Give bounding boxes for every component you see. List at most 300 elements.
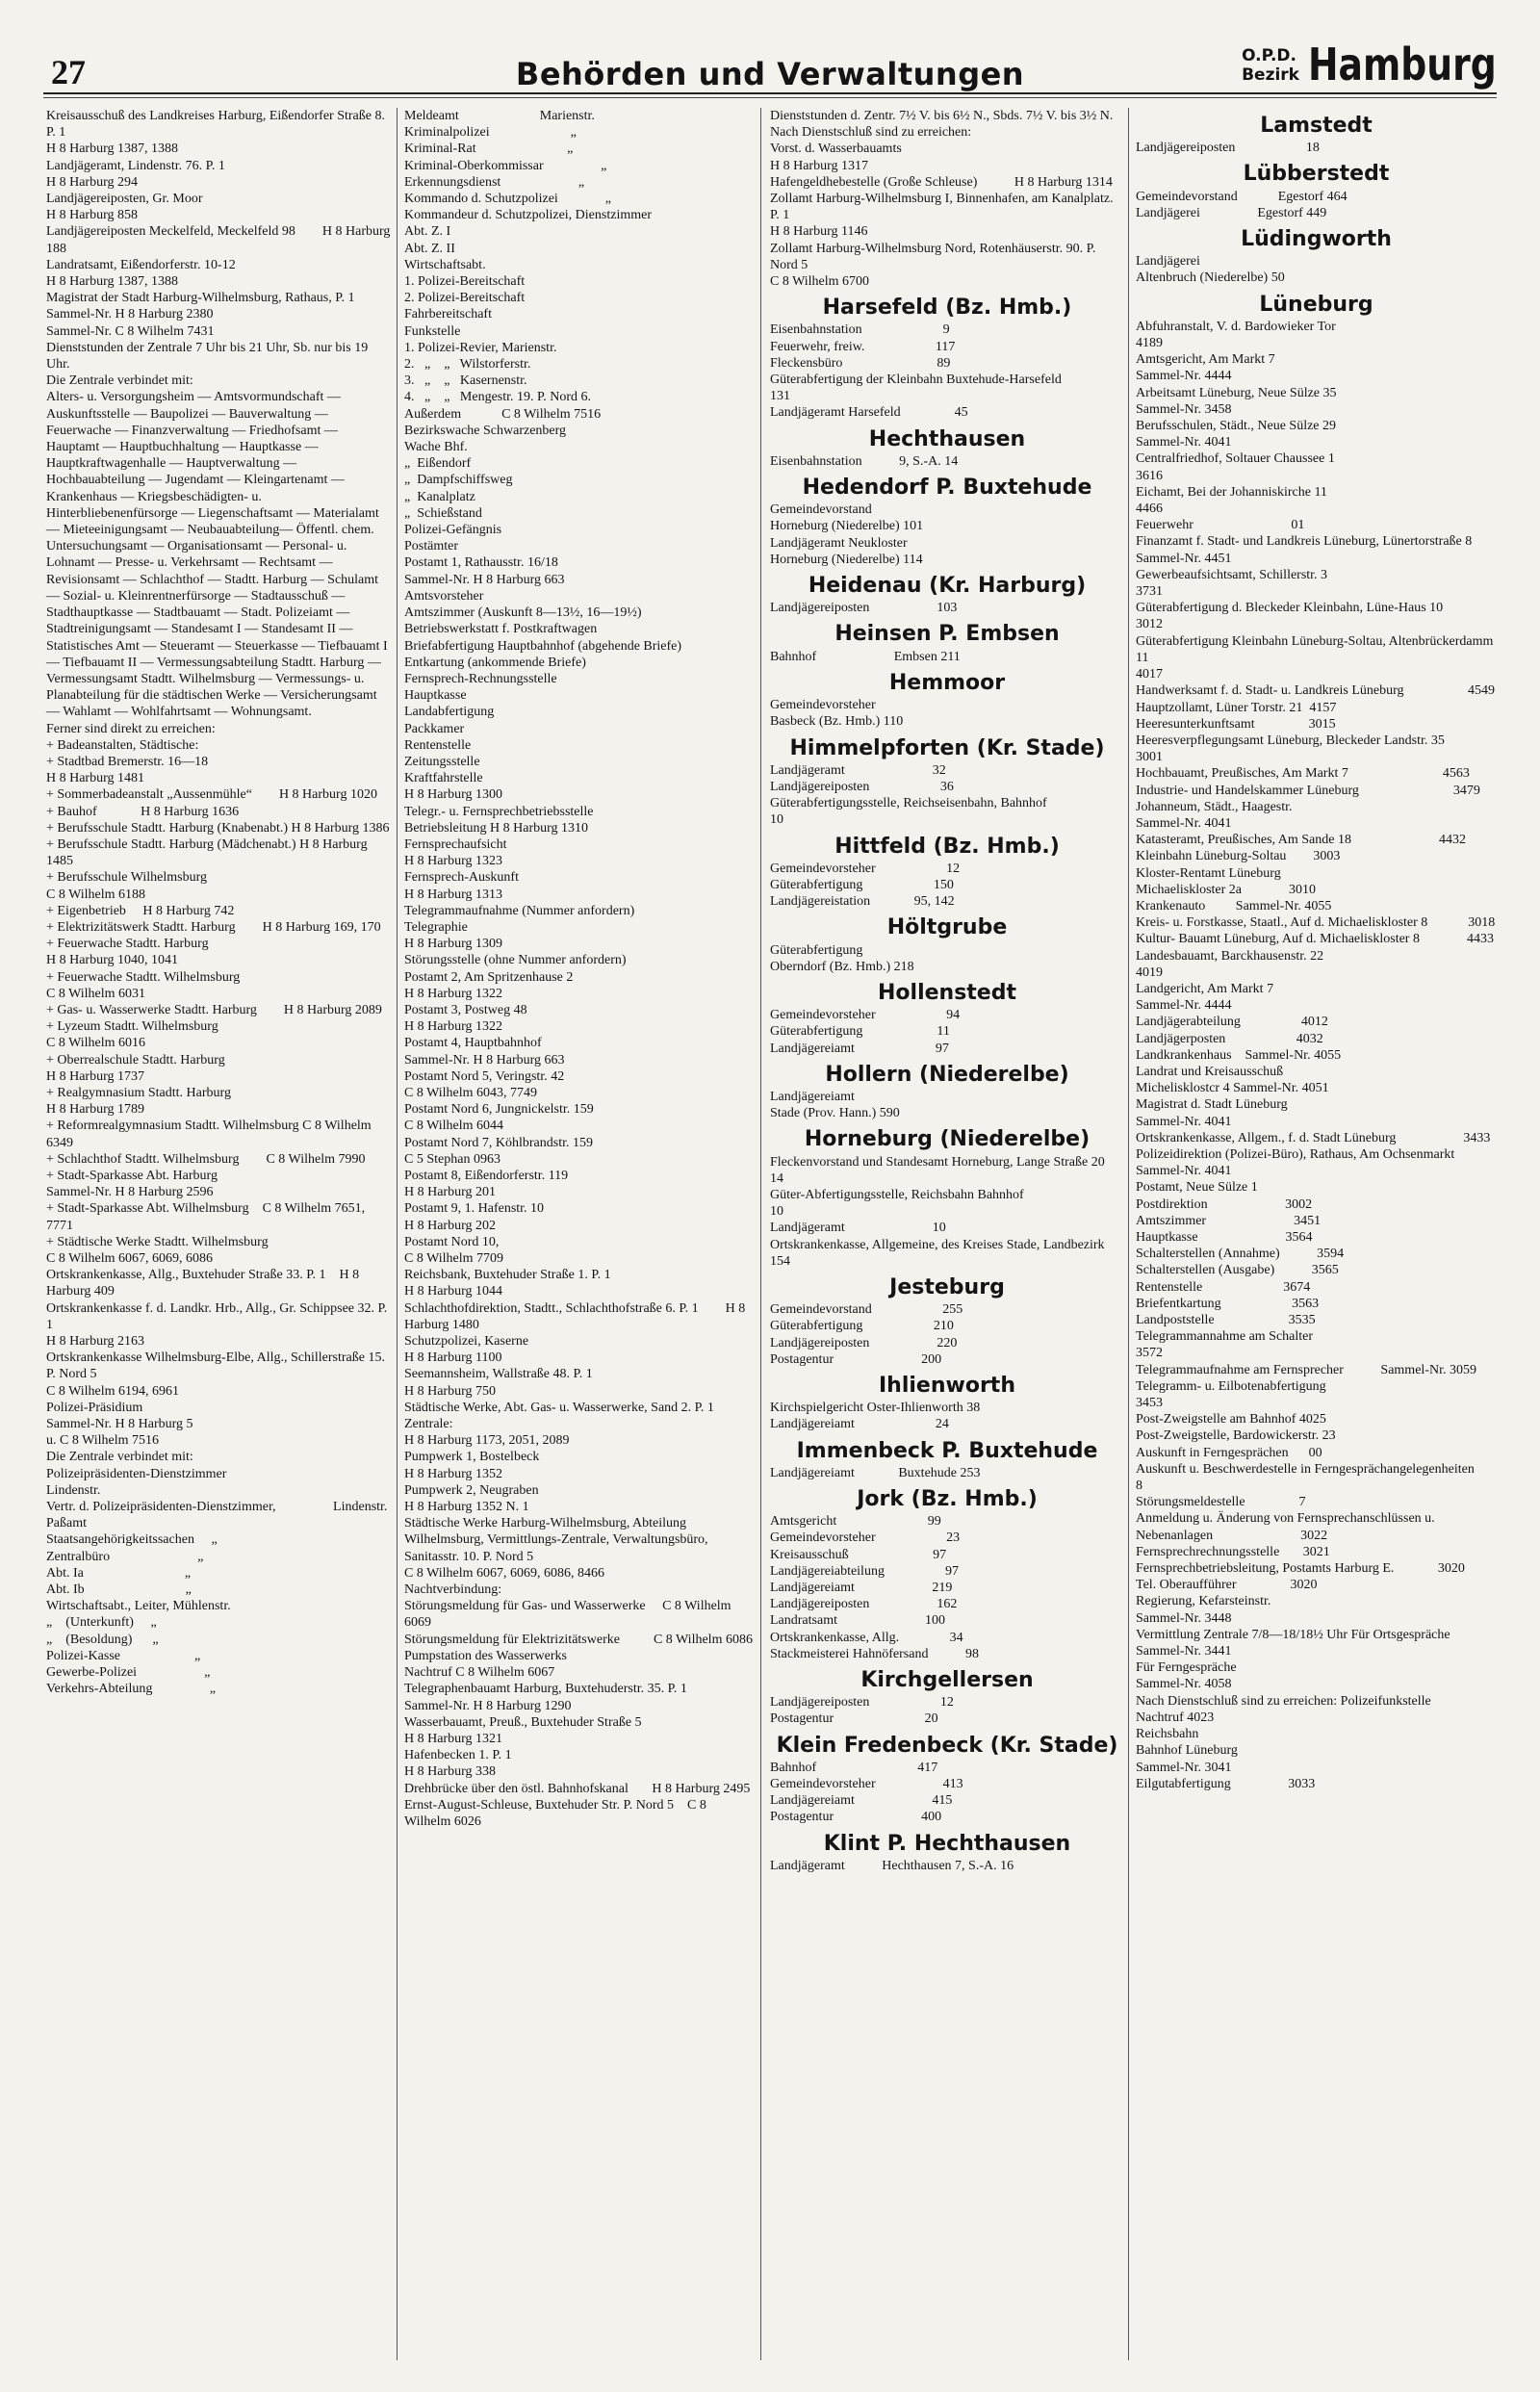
directory-entry: Wasserbauamt, Preuß., Buxtehuder Straße 5 bbox=[404, 1714, 642, 1730]
directory-entry: u. C 8 Wilhelm 7516 bbox=[46, 1433, 160, 1449]
directory-entry: Postamt, Neue Sülze 1 bbox=[1136, 1180, 1258, 1196]
page-title: Behörden und Verwaltungen bbox=[515, 56, 1025, 92]
directory-entry: Güterabfertigung d. Bleckeder Kleinbahn, Lüne-Haus 10 3012 bbox=[1136, 601, 1491, 632]
directory-entry: 4189 bbox=[1136, 336, 1163, 351]
directory-entry: Ernst-August-Schleuse, Buxtehuder Str. P. Nord 5 C 8 Wilhelm 6026 bbox=[404, 1797, 710, 1829]
directory-entry: Güterabfertigung 150 bbox=[770, 877, 954, 892]
place-heading: Immenbeck P. Buxtehude bbox=[796, 1438, 1098, 1463]
directory-entry: + Gas- u. Wasserwerke Stadtt. Harburg H 8 Harburg 2089 bbox=[46, 1002, 382, 1017]
directory-entry: Gemeindevorstand 255 bbox=[770, 1302, 963, 1318]
place-heading: Hemmoor bbox=[888, 670, 1006, 695]
directory-entry: Zollamt Harburg-Wilhelmsburg I, Binnenhafen, am Kanalplatz. P. 1 bbox=[770, 192, 1117, 223]
directory-entry: + Städtische Werke Stadtt. Wilhelmsburg bbox=[46, 1234, 269, 1249]
directory-entry: H 8 Harburg 1481 bbox=[46, 771, 145, 786]
directory-entry: Auskunft in Ferngesprächen 00 bbox=[1136, 1445, 1322, 1460]
directory-entry: Dienststunden der Zentrale 7 Uhr bis 21 Uhr, Sb. nur bis 19 Uhr. bbox=[46, 340, 372, 373]
directory-entry: Berufsschulen, Städt., Neue Sülze 29 bbox=[1136, 419, 1337, 434]
directory-entry: Gewerbe-Polizei „ bbox=[46, 1665, 211, 1681]
directory-entry: C 8 Wilhelm 6194, 6961 bbox=[46, 1383, 180, 1399]
directory-entry: Landabfertigung bbox=[404, 705, 495, 720]
directory-entry: Störungsmeldestelle 7 bbox=[1136, 1495, 1306, 1510]
directory-entry: Betriebsleitung H 8 Harburg 1310 bbox=[404, 820, 589, 836]
directory-entry: + Feuerwache Stadtt. Harburg bbox=[46, 937, 209, 952]
directory-entry: Amtsvorsteher bbox=[404, 588, 484, 604]
directory-entry: Postämter bbox=[404, 539, 458, 554]
directory-entry: Arbeitsamt Lüneburg, Neue Sülze 35 bbox=[1136, 385, 1337, 400]
directory-entry: H 8 Harburg 1317 bbox=[770, 158, 869, 173]
place-heading: Lüdingworth bbox=[1241, 227, 1392, 252]
directory-entry: Reichsbahn bbox=[1136, 1727, 1199, 1742]
column-divider bbox=[1128, 108, 1129, 2360]
directory-entry: Sammel-Nr. H 8 Harburg 2596 bbox=[46, 1185, 214, 1200]
directory-entry: Telegraphie bbox=[404, 919, 468, 935]
directory-entry: Landjägereiposten 36 bbox=[770, 779, 954, 794]
directory-entry: „ Schießstand bbox=[404, 505, 482, 521]
directory-entry: Drehbrücke über den östl. Bahnhofskanal H 8 Harburg 2495 bbox=[404, 1781, 751, 1796]
directory-entry: Oberndorf (Bz. Hmb.) 218 bbox=[770, 959, 914, 974]
directory-entry: Krankenauto Sammel-Nr. 4055 bbox=[1136, 898, 1332, 913]
directory-entry: 4. „ „ Mengestr. 19. P. Nord 6. bbox=[404, 390, 592, 405]
directory-entry: Landjägereiamt 97 bbox=[770, 1041, 949, 1056]
directory-entry: + Oberrealschule Stadtt. Harburg bbox=[46, 1052, 225, 1067]
directory-entry: Landjägereiamt Buxtehude 253 bbox=[770, 1465, 981, 1480]
directory-entry: H 8 Harburg 1323 bbox=[404, 854, 503, 869]
directory-entry: H 8 Harburg 1789 bbox=[46, 1102, 145, 1118]
directory-entry: H 8 Harburg 338 bbox=[404, 1764, 497, 1780]
directory-entry: Landjägereiposten 220 bbox=[770, 1335, 958, 1350]
directory-entry: Nach Dienstschluß sind zu erreichen: Polizeifunkstelle Nachtruf 4023 bbox=[1136, 1693, 1462, 1725]
directory-entry: H 8 Harburg 202 bbox=[404, 1218, 497, 1233]
directory-entry: Meldeamt Marienstr. bbox=[404, 109, 595, 123]
column-2 bbox=[404, 108, 753, 1830]
directory-entry: Eichamt, Bei der Johanniskirche 11 bbox=[1136, 484, 1327, 500]
place-heading: Jesteburg bbox=[889, 1274, 1005, 1299]
directory-entry: Postamt 9, 1. Hafenstr. 10 bbox=[404, 1201, 545, 1217]
directory-entry: Industrie- und Handelskammer Lüneburg 3479 bbox=[1136, 783, 1480, 798]
directory-entry: 4466 bbox=[1136, 502, 1163, 517]
directory-entry: Landjägerei bbox=[1136, 254, 1200, 270]
directory-entry: Pumpstation des Wasserwerks bbox=[404, 1648, 567, 1663]
directory-entry: Michaeliskloster 2a 3010 bbox=[1136, 882, 1317, 897]
directory-entry: Lindenstr. bbox=[46, 1482, 101, 1498]
directory-entry: Hauptkasse bbox=[404, 688, 467, 704]
directory-entry: Bezirkswache Schwarzenberg bbox=[404, 423, 567, 438]
directory-entry: + Stadtbad Bremerstr. 16—18 bbox=[46, 754, 209, 769]
directory-entry: Sammel-Nr. H 8 Harburg 663 bbox=[404, 572, 565, 587]
directory-entry: + Berufsschule Stadtt. Harburg (Mädchenabt.) H 8 Harburg 1485 bbox=[46, 836, 372, 869]
directory-entry: Güter-Abfertigungsstelle, Reichsbahn Bahnhof 10 bbox=[770, 1187, 1116, 1220]
directory-entry: Landgericht, Am Markt 7 bbox=[1136, 981, 1274, 996]
place-heading: Horneburg (Niederelbe) bbox=[804, 1127, 1091, 1152]
column-divider bbox=[397, 108, 398, 2360]
directory-entry: Pumpwerk 2, Neugraben bbox=[404, 1482, 539, 1498]
directory-entry: „ (Unterkunft) „ bbox=[46, 1615, 157, 1631]
directory-entry: Basbeck (Bz. Hmb.) 110 bbox=[770, 714, 904, 730]
directory-entry: Sammel-Nr. 4444 bbox=[1136, 998, 1232, 1014]
directory-entry: 1. Polizei-Bereitschaft bbox=[404, 274, 526, 290]
directory-entry: Landjägereiposten 162 bbox=[770, 1597, 958, 1612]
directory-entry: Sammel-Nr. 4041 bbox=[1136, 1164, 1232, 1179]
column-3 bbox=[770, 108, 1139, 1874]
directory-entry: H 8 Harburg 2163 bbox=[46, 1334, 145, 1350]
directory-entry: Landjägerei Egestorf 449 bbox=[1136, 205, 1327, 220]
directory-entry: H 8 Harburg 1321 bbox=[404, 1731, 503, 1746]
directory-entry: H 8 Harburg 1173, 2051, 2089 bbox=[404, 1433, 570, 1449]
directory-entry: Landjägereiamt bbox=[770, 1089, 855, 1104]
directory-entry: + Berufsschule Stadtt. Harburg (Knabenabt.) H 8 Harburg 1386 bbox=[46, 820, 390, 836]
directory-entry: Abt. Ia „ bbox=[46, 1565, 192, 1581]
directory-entry: C 8 Wilhelm 7709 bbox=[404, 1251, 504, 1267]
directory-entry: Feuerwehr, freiw. 117 bbox=[770, 339, 956, 354]
directory-entry: Ortskrankenkasse, Allgem., f. d. Stadt Lüneburg 3433 bbox=[1136, 1130, 1491, 1145]
directory-entry: Telegrammannahme am Schalter bbox=[1136, 1329, 1314, 1345]
directory-entry: Centralfriedhof, Soltauer Chaussee 1 bbox=[1136, 451, 1335, 467]
directory-entry: Betriebswerkstatt f. Postkraftwagen bbox=[404, 622, 598, 637]
header-rule bbox=[43, 92, 1497, 94]
directory-entry: C 8 Wilhelm 6067, 6069, 6086, 8466 bbox=[404, 1565, 605, 1581]
directory-entry: 4017 bbox=[1136, 667, 1163, 682]
directory-entry: Kreisausschuß des Landkreises Harburg, Eißendorfer Straße 8. P. 1 bbox=[46, 109, 389, 141]
place-heading: Himmelpforten (Kr. Stade) bbox=[789, 735, 1105, 760]
directory-entry: Fernsprechaufsicht bbox=[404, 836, 507, 852]
directory-entry: Güterabfertigung bbox=[770, 942, 863, 958]
directory-entry: Tel. Oberaufführer 3020 bbox=[1136, 1578, 1318, 1593]
directory-entry: „ (Besoldung) „ bbox=[46, 1632, 159, 1647]
directory-entry: + Elektrizitätswerk Stadtt. Harburg H 8 Harburg 169, 170 bbox=[46, 919, 381, 935]
directory-entry: H 8 Harburg 1309 bbox=[404, 937, 503, 952]
place-heading: Ihlienworth bbox=[879, 1374, 1015, 1398]
directory-entry: Packkamer bbox=[404, 721, 465, 736]
directory-entry: Kreis- u. Forstkasse, Staatl., Auf d. Michaeliskloster 8 3018 bbox=[1136, 915, 1496, 931]
directory-entry: Johanneum, Städt., Haagestr. bbox=[1136, 799, 1293, 814]
column-divider bbox=[760, 108, 761, 2360]
directory-entry: Postamt Nord 5, Veringstr. 42 bbox=[404, 1068, 565, 1084]
directory-entry: Paßamt bbox=[46, 1516, 87, 1531]
directory-entry: 1. Polizei-Revier, Marienstr. bbox=[404, 340, 557, 355]
directory-entry: Postagentur 400 bbox=[770, 1810, 942, 1825]
directory-entry: Ortskrankenkasse, Allgemeine, des Kreises Stade, Landbezirk 154 bbox=[770, 1237, 1139, 1269]
directory-entry: Städtische Werke, Abt. Gas- u. Wasserwerke, Sand 2. P. 1 bbox=[404, 1400, 714, 1415]
column-1 bbox=[46, 108, 394, 1698]
directory-entry: C 8 Wilhelm 6067, 6069, 6086 bbox=[46, 1251, 214, 1267]
directory-entry: Postamt Nord 10, bbox=[404, 1234, 500, 1249]
directory-entry: Gemeindevorsteher 23 bbox=[770, 1530, 961, 1546]
place-heading: Lübberstedt bbox=[1243, 162, 1390, 187]
directory-entry: Landratsamt, Eißendorferstr. 10-12 bbox=[46, 257, 236, 272]
directory-entry: Fernsprech-Auskunft bbox=[404, 870, 519, 886]
directory-entry: Kommandeur d. Schutzpolizei, Dienstzimmer bbox=[404, 208, 652, 223]
directory-entry: Störungsmeldung für Elektrizitätswerke C 8 Wilhelm 6086 bbox=[404, 1632, 753, 1647]
place-heading: Hittfeld (Bz. Hmb.) bbox=[834, 834, 1060, 859]
directory-entry: C 8 Wilhelm 6044 bbox=[404, 1119, 504, 1134]
directory-entry: Hochbauamt, Preußisches, Am Markt 7 4563 bbox=[1136, 766, 1470, 782]
directory-entry: Kirchspielgericht Oster-Ihlienworth 38 bbox=[770, 1401, 981, 1416]
directory-entry: Landjägeramt 10 bbox=[770, 1221, 946, 1236]
directory-entry: Schalterstellen (Ausgabe) 3565 bbox=[1136, 1263, 1339, 1278]
directory-entry: Sammel-Nr. 4041 bbox=[1136, 1114, 1232, 1129]
directory-entry: Landjägeramt Hechthausen 7, S.-A. 16 bbox=[770, 1858, 1014, 1873]
place-heading: Höltgrube bbox=[886, 915, 1008, 940]
directory-entry: Verkehrs-Abteilung „ bbox=[46, 1682, 217, 1697]
directory-entry: Katasteramt, Preußisches, Am Sande 18 4432 bbox=[1136, 833, 1466, 848]
directory-entry: Gemeindevorsteher 12 bbox=[770, 861, 961, 876]
directory-entry: Postagentur 20 bbox=[770, 1711, 938, 1727]
directory-entry: Störungsstelle (ohne Nummer anfordern) bbox=[404, 953, 627, 968]
directory-entry: Landjägereiposten 12 bbox=[770, 1695, 954, 1710]
directory-entry: Kriminalpolizei „ bbox=[404, 125, 577, 141]
directory-entry: Postamt Nord 7, Köhlbrandstr. 159 bbox=[404, 1135, 593, 1150]
directory-entry: Reichsbank, Buxtehuder Straße 1. P. 1 bbox=[404, 1268, 611, 1283]
directory-entry: Fleckenvorstand und Standesamt Horneburg, Lange Straße 20 14 bbox=[770, 1154, 1122, 1186]
directory-entry: Landrat und Kreisausschuß bbox=[1136, 1064, 1284, 1079]
directory-entry: Amtsgericht 99 bbox=[770, 1514, 941, 1530]
city-title: Hamburg bbox=[1308, 39, 1497, 90]
directory-entry: Heeresunterkunftsamt 3015 bbox=[1136, 716, 1336, 732]
place-heading: Hedendorf P. Buxtehude bbox=[802, 476, 1092, 501]
directory-entry: Schlachthofdirektion, Stadtt., Schlachthofstraße 6. P. 1 H 8 Harburg 1480 bbox=[404, 1300, 749, 1332]
directory-entry: Dienststunden d. Zentr. 7½ V. bis 6½ N., Sbds. 7½ V. bis 3½ N. bbox=[770, 109, 1114, 123]
directory-entry: Entkartung (ankommende Briefe) bbox=[404, 655, 586, 670]
directory-entry: Rentenstelle 3674 bbox=[1136, 1279, 1311, 1295]
directory-entry: Landratsamt 100 bbox=[770, 1613, 945, 1629]
directory-entry: Zentrale: bbox=[404, 1417, 453, 1432]
directory-entry: Kriminal-Oberkommissar „ bbox=[404, 158, 607, 173]
directory-entry: Eisenbahnstation 9 bbox=[770, 322, 950, 338]
directory-entry: H 8 Harburg 1146 bbox=[770, 224, 868, 240]
directory-entry: Außerdem C 8 Wilhelm 7516 bbox=[404, 406, 602, 422]
directory-entry: + Lyzeum Stadtt. Wilhelmsburg bbox=[46, 1019, 218, 1035]
directory-entry: Postamt 1, Rathausstr. 16/18 bbox=[404, 555, 558, 571]
directory-entry: Sammel-Nr. 4041 bbox=[1136, 435, 1232, 450]
directory-entry: H 8 Harburg 1044 bbox=[404, 1284, 503, 1299]
place-heading: Heidenau (Kr. Harburg) bbox=[808, 574, 1087, 599]
directory-entry: Bahnhof Embsen 211 bbox=[770, 649, 961, 664]
column-4 bbox=[1136, 108, 1502, 1792]
directory-entry: Seemannsheim, Wallstraße 48. P. 1 bbox=[404, 1367, 593, 1382]
directory-entry: Sammel-Nr. H 8 Harburg 1290 bbox=[404, 1698, 572, 1713]
directory-entry: C 5 Stephan 0963 bbox=[404, 1151, 500, 1167]
place-heading: Klint P. Hechthausen bbox=[823, 1831, 1071, 1856]
header-rule-thin bbox=[43, 97, 1497, 98]
directory-entry: Zeitungsstelle bbox=[404, 754, 480, 769]
directory-entry: Fahrbereitschaft bbox=[404, 307, 492, 322]
directory-entry: Gemeindevorstand Egestorf 464 bbox=[1136, 189, 1348, 204]
directory-entry: Nach Dienstschluß sind zu erreichen: bbox=[770, 125, 972, 141]
directory-entry: Kraftfahrstelle bbox=[404, 771, 483, 786]
directory-entry: Güterabfertigung 11 bbox=[770, 1024, 950, 1040]
directory-entry: + Eigenbetrieb H 8 Harburg 742 bbox=[46, 903, 235, 918]
directory-entry: 2. „ „ Wilstorferstr. bbox=[404, 357, 531, 373]
directory-entry: Schalterstellen (Annahme) 3594 bbox=[1136, 1247, 1345, 1262]
directory-entry: Postamt 4, Hauptbahnhof bbox=[404, 1036, 542, 1051]
directory-entry: Postamt Nord 6, Jungnickelstr. 159 bbox=[404, 1102, 594, 1118]
directory-entry: Finanzamt f. Stadt- und Landkreis Lüneburg, Lünertorstraße 8 bbox=[1136, 534, 1473, 550]
directory-entry: H 8 Harburg 1313 bbox=[404, 887, 503, 902]
directory-entry: C 8 Wilhelm 6188 bbox=[46, 887, 146, 902]
directory-entry: H 8 Harburg 1737 bbox=[46, 1068, 145, 1084]
directory-entry: Magistrat d. Stadt Lüneburg bbox=[1136, 1097, 1288, 1113]
directory-entry: Sammel-Nr. C 8 Wilhelm 7431 bbox=[46, 323, 215, 339]
directory-entry: + Berufsschule Wilhelmsburg bbox=[46, 870, 208, 886]
directory-entry: C 8 Wilhelm 6016 bbox=[46, 1036, 146, 1051]
directory-entry: Erkennungsdienst „ bbox=[404, 174, 585, 190]
directory-entry: 3731 bbox=[1136, 584, 1163, 600]
directory-entry: Rentenstelle bbox=[404, 737, 472, 753]
directory-entry: Postamt 8, Eißendorferstr. 119 bbox=[404, 1169, 569, 1183]
directory-entry: H 8 Harburg 1040, 1041 bbox=[46, 953, 179, 968]
directory-entry: Telegraphenbauamt Harburg, Buxtehuderstr. 35. P. 1 bbox=[404, 1682, 687, 1697]
place-heading: Lamstedt bbox=[1260, 114, 1373, 138]
directory-entry: Die Zentrale verbindet mit: bbox=[46, 373, 193, 389]
place-heading: Kirchgellersen bbox=[860, 1668, 1034, 1693]
directory-entry: Polizeipräsidenten-Dienstzimmer bbox=[46, 1466, 227, 1481]
directory-entry: H 8 Harburg 1322 bbox=[404, 1019, 503, 1035]
directory-entry: C 8 Wilhelm 6043, 7749 bbox=[404, 1085, 538, 1100]
directory-entry: Ortskrankenkasse f. d. Landkr. Hrb., Allg., Gr. Schippsee 32. P. 1 bbox=[46, 1300, 391, 1332]
directory-entry: Vermittlung Zentrale 7/8—18/18½ Uhr Für Ortsgespräche Sammel-Nr. 3441 bbox=[1136, 1627, 1454, 1659]
directory-entry: Eilgutabfertigung 3033 bbox=[1136, 1776, 1316, 1791]
directory-entry: Landpoststelle 3535 bbox=[1136, 1313, 1316, 1328]
directory-entry: Fernsprech-Rechnungsstelle bbox=[404, 671, 557, 686]
directory-entry: H 8 Harburg 1387, 1388 bbox=[46, 141, 179, 157]
directory-entry: Vorst. d. Wasserbauamts bbox=[770, 141, 902, 157]
directory-entry: Postamt 2, Am Spritzenhause 2 bbox=[404, 969, 574, 985]
place-heading: Jork (Bz. Hmb.) bbox=[857, 1487, 1038, 1512]
directory-entry: Regierung, Kefarsteinstr. bbox=[1136, 1594, 1271, 1609]
directory-entry: Sammel-Nr. H 8 Harburg 5 bbox=[46, 1417, 193, 1432]
directory-entry: Gewerbeaufsichtsamt, Schillerstr. 3 bbox=[1136, 567, 1328, 582]
directory-entry: Kriminal-Rat „ bbox=[404, 141, 574, 157]
directory-entry: Landesbauamt, Barckhausenstr. 22 bbox=[1136, 948, 1324, 964]
directory-entry: Briefentkartung 3563 bbox=[1136, 1296, 1320, 1311]
directory-entry: Altenbruch (Niederelbe) 50 bbox=[1136, 270, 1285, 286]
directory-entry: H 8 Harburg 201 bbox=[404, 1185, 497, 1200]
directory-entry: Bahnhof 417 bbox=[770, 1760, 938, 1775]
directory-entry: Telegrammaufnahme (Nummer anfordern) bbox=[404, 903, 635, 918]
directory-entry: Heeresverpflegungsamt Lüneburg, Bleckeder Landstr. 35 3001 bbox=[1136, 733, 1482, 765]
bezirk-label: Bezirk bbox=[1242, 65, 1299, 85]
directory-entry: Landjägeramt, Lindenstr. 76. P. 1 bbox=[46, 158, 225, 173]
directory-entry: Horneburg (Niederelbe) 114 bbox=[770, 552, 923, 567]
directory-entry: Nachtverbindung: bbox=[404, 1582, 502, 1598]
directory-entry: Fernsprechrechnungsstelle 3021 bbox=[1136, 1544, 1330, 1559]
directory-entry: H 8 Harburg 750 bbox=[404, 1383, 497, 1399]
directory-entry: Hauptzollamt, Lüner Torstr. 21 4157 bbox=[1136, 700, 1337, 715]
directory-entry: C 8 Wilhelm 6700 bbox=[770, 274, 870, 290]
directory-entry: Landkrankenhaus Sammel-Nr. 4055 bbox=[1136, 1047, 1342, 1063]
directory-entry: Anmeldung u. Änderung von Fernsprechanschlüssen u. Nebenanlagen 3022 bbox=[1136, 1511, 1439, 1543]
directory-entry: Horneburg (Niederelbe) 101 bbox=[770, 519, 924, 534]
directory-entry: Ortskrankenkasse, Allg. 34 bbox=[770, 1630, 963, 1645]
directory-entry: Städtische Werke Harburg-Wilhelmsburg, Abteilung Wilhelmsburg, Vermittlungs-Zentrale, Verwaltungsbüro, Sanitasstr. 10. P. Nord 5 bbox=[404, 1516, 712, 1564]
directory-entry: Landjägereiamt 24 bbox=[770, 1417, 949, 1432]
directory-entry: Landjägereistation 95, 142 bbox=[770, 894, 955, 910]
directory-entry: 3616 bbox=[1136, 468, 1163, 483]
place-heading: Heinsen P. Embsen bbox=[834, 622, 1060, 647]
directory-entry: Telegr.- u. Fernsprechbetriebsstelle bbox=[404, 804, 594, 819]
directory-entry: C 8 Wilhelm 6031 bbox=[46, 986, 146, 1001]
directory-entry: Kommando d. Schutzpolizei „ bbox=[404, 192, 612, 207]
page-header bbox=[43, 39, 1497, 106]
directory-entry: Ortskrankenkasse, Allg., Buxtehuder Straße 33. P. 1 H 8 Harburg 409 bbox=[46, 1268, 363, 1299]
directory-entry: Störungsmeldung für Gas- und Wasserwerke C 8 Wilhelm 6069 bbox=[404, 1599, 735, 1631]
directory-entry: Hafenbecken 1. P. 1 bbox=[404, 1748, 512, 1763]
place-heading: Hechthausen bbox=[868, 426, 1026, 451]
directory-entry: Pumpwerk 1, Bostelbeck bbox=[404, 1450, 540, 1465]
directory-entry: Sammel-Nr. 4041 bbox=[1136, 815, 1232, 831]
directory-entry: Landjägereiposten, Gr. Moor bbox=[46, 192, 203, 207]
directory-entry: Sammel-Nr. H 8 Harburg 663 bbox=[404, 1052, 565, 1067]
directory-entry: Landjägeramt Neukloster bbox=[770, 535, 908, 551]
directory-entry: + Realgymnasium Stadtt. Harburg bbox=[46, 1085, 231, 1100]
directory-entry: „ Dampfschiffsweg bbox=[404, 473, 513, 488]
directory-entry: Wache Bhf. bbox=[404, 440, 468, 455]
directory-entry: Sammel-Nr. 3458 bbox=[1136, 401, 1232, 417]
directory-entry: Kloster-Rentamt Lüneburg bbox=[1136, 865, 1281, 881]
directory-entry: Güterabfertigungsstelle, Reichseisenbahn, Bahnhof 10 bbox=[770, 796, 1121, 828]
directory-entry: Landjägeramt Harsefeld 45 bbox=[770, 405, 968, 421]
directory-entry: Michelisklostcr 4 Sammel-Nr. 4051 bbox=[1136, 1081, 1329, 1096]
directory-entry: H 8 Harburg 858 bbox=[46, 208, 139, 223]
directory-entry: + Bauhof H 8 Harburg 1636 bbox=[46, 804, 240, 819]
directory-entry: Polizei-Gefängnis bbox=[404, 523, 502, 538]
directory-entry: Für Ferngespräche bbox=[1136, 1660, 1237, 1676]
directory-entry: Telegramm- u. Eilbotenabfertigung bbox=[1136, 1378, 1326, 1394]
directory-entry: Staatsangehörigkeitssachen „ bbox=[46, 1532, 218, 1548]
directory-entry: Landjägereiposten Meckelfeld, Meckelfeld 98 H 8 Harburg 188 bbox=[46, 224, 394, 256]
directory-entry: + Stadt-Sparkasse Abt. Wilhelmsburg C 8 Wilhelm 7651, 7771 bbox=[46, 1201, 369, 1233]
directory-entry: H 8 Harburg 1352 bbox=[404, 1466, 503, 1481]
directory-entry: Polizeidirektion (Polizei-Büro), Rathaus, Am Ochsenmarkt bbox=[1136, 1146, 1455, 1162]
directory-entry: Landjägereiabteilung 97 bbox=[770, 1563, 959, 1579]
directory-entry: Stackmeisterei Hahnöfersand 98 bbox=[770, 1646, 979, 1661]
directory-entry: + Sommerbadeanstalt „Aussenmühle“ H 8 Harburg 1020 bbox=[46, 787, 377, 803]
directory-entry: Hafengeldhebestelle (Große Schleuse) H 8 Harburg 1314 bbox=[770, 174, 1113, 190]
directory-entry: Gemeindevorsteher bbox=[770, 698, 876, 713]
directory-entry: Amtszimmer 3451 bbox=[1136, 1213, 1322, 1228]
directory-entry: Post-Zweigstelle, Bardowickerstr. 23 bbox=[1136, 1428, 1336, 1444]
directory-entry: Amtsgericht, Am Markt 7 bbox=[1136, 352, 1275, 368]
directory-entry: Kultur- Bauamt Lüneburg, Auf d. Michaeliskloster 8 4433 bbox=[1136, 932, 1494, 947]
directory-entry: Wirtschaftsabt., Leiter, Mühlenstr. bbox=[46, 1599, 231, 1614]
opd-bezirk-label bbox=[1242, 46, 1299, 85]
directory-entry: „ Eißendorf bbox=[404, 456, 472, 472]
directory-entry: 3453 bbox=[1136, 1396, 1163, 1411]
directory-entry: Güterabfertigung Kleinbahn Lüneburg-Soltau, Altenbrückerdamm 11 bbox=[1136, 633, 1497, 665]
directory-entry: Zentralbüro „ bbox=[46, 1549, 204, 1564]
directory-entry: Funkstelle bbox=[404, 323, 461, 339]
opd-label: O.P.D. bbox=[1242, 46, 1296, 65]
directory-entry: Landjägereiposten 18 bbox=[1136, 141, 1320, 156]
directory-entry: Feuerwehr 01 bbox=[1136, 518, 1305, 533]
directory-entry: Nachtruf C 8 Wilhelm 6067 bbox=[404, 1665, 555, 1681]
directory-entry: H 8 Harburg 1100 bbox=[404, 1350, 502, 1366]
directory-entry: Hauptkasse 3564 bbox=[1136, 1230, 1313, 1245]
directory-entry: Landjägereiposten 103 bbox=[770, 601, 958, 616]
directory-entry: Post-Zweigstelle am Bahnhof 4025 bbox=[1136, 1412, 1326, 1427]
directory-entry: Abfuhranstalt, V. d. Bardowieker Tor bbox=[1136, 319, 1336, 334]
directory-entry: Zollamt Harburg-Wilhelmsburg Nord, Rotenhäuserstr. 90. P. Nord 5 bbox=[770, 241, 1099, 272]
directory-entry: H 8 Harburg 1300 bbox=[404, 787, 503, 803]
directory-entry: Landjägereiamt 219 bbox=[770, 1581, 953, 1596]
directory-entry: Kreisausschuß 97 bbox=[770, 1547, 947, 1562]
directory-entry: 3572 bbox=[1136, 1346, 1163, 1361]
directory-entry: Abt. Z. I bbox=[404, 224, 451, 240]
place-heading: Hollenstedt bbox=[878, 980, 1016, 1005]
directory-entry: Postagentur 200 bbox=[770, 1351, 942, 1367]
directory-entry: + Schlachthof Stadtt. Wilhelmsburg C 8 Wilhelm 7990 bbox=[46, 1151, 366, 1167]
directory-entry: Wirtschaftsabt. bbox=[404, 257, 486, 272]
